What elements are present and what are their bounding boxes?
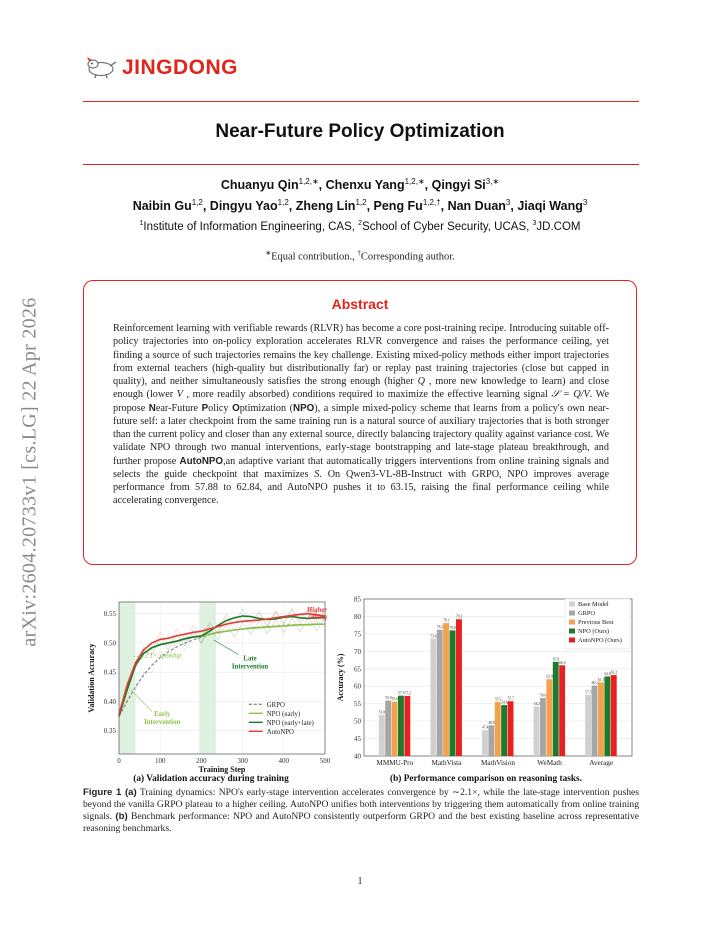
y-tick-label: 0.40 bbox=[103, 697, 116, 706]
header-rule-bottom bbox=[83, 164, 639, 165]
subcaption-b: (b) Performance comparison on reasoning tasks. bbox=[390, 774, 582, 784]
y-tick-label: 0.45 bbox=[103, 668, 116, 677]
caption-run: Figure 1 bbox=[83, 787, 125, 798]
x-tick-label: MathVision bbox=[481, 759, 515, 767]
bar-value-label: 57.5 bbox=[585, 690, 592, 695]
abstract-run: S bbox=[314, 468, 320, 480]
early-intervention-label: Early bbox=[154, 711, 171, 718]
abstract-run: NPO bbox=[293, 402, 315, 414]
author: Chenxu Yang$^{1,2,∗}$, bbox=[325, 177, 432, 193]
bar-value-label: 48.8 bbox=[488, 720, 495, 725]
bar bbox=[598, 682, 604, 756]
bar-value-label: 60.2 bbox=[591, 681, 598, 686]
bar bbox=[488, 725, 494, 756]
abstract-run: O bbox=[232, 402, 240, 414]
legend-label: Base Model bbox=[578, 601, 609, 608]
abstract-run: . We propose bbox=[113, 389, 610, 414]
y-tick-label: 0.50 bbox=[103, 639, 116, 648]
bar bbox=[437, 630, 443, 756]
author: Peng $Fu^{1,2,\dagger}$, bbox=[373, 198, 448, 214]
y-axis-label: Accuracy (%) bbox=[336, 653, 345, 702]
author-line-1 bbox=[0, 177, 720, 192]
header-rule-top bbox=[83, 101, 639, 102]
bar bbox=[430, 639, 436, 756]
bar-value-label: 78.1 bbox=[443, 618, 450, 623]
late-arrow bbox=[214, 640, 239, 655]
bar bbox=[585, 695, 591, 756]
x-axis-label: Training Step bbox=[198, 765, 246, 774]
bar-value-label: 79.2 bbox=[456, 614, 463, 619]
abstract-run: ptimization ( bbox=[239, 402, 294, 414]
bar-value-label: 61.1 bbox=[598, 677, 605, 682]
legend-label: AutoNPO bbox=[266, 728, 294, 736]
x-tick-label: 0 bbox=[117, 757, 121, 765]
bar bbox=[392, 702, 398, 756]
y-tick-label: 0.35 bbox=[103, 727, 116, 736]
bar bbox=[611, 675, 617, 756]
bar-value-label: 63.2 bbox=[610, 670, 618, 675]
bar-value-label: 67.0 bbox=[552, 657, 560, 662]
logo-text: JINGDONG bbox=[122, 56, 239, 79]
bar-value-label: 57.2 bbox=[404, 691, 411, 696]
page-number: 1 bbox=[357, 876, 363, 887]
x-tick-label: Average bbox=[589, 759, 614, 767]
abstract-run: ear-Future bbox=[155, 402, 202, 414]
bar-value-label: 66.0 bbox=[559, 660, 566, 665]
legend-swatch bbox=[569, 602, 575, 607]
y-tick-label: 0.55 bbox=[103, 610, 116, 619]
abstract-run: ,an adaptive variant that automatically triggers interventions from online training signals and selects the guide checkpoint that maximizes bbox=[113, 455, 609, 480]
series-line bbox=[119, 614, 325, 715]
contribution-note: ∗Equal contribution., †Corresponding author. bbox=[265, 249, 455, 263]
y-tick-label: 45 bbox=[354, 735, 361, 744]
bar bbox=[559, 665, 565, 756]
abstract-run: N bbox=[148, 402, 156, 414]
bar bbox=[450, 630, 456, 756]
bar bbox=[379, 715, 385, 756]
author: Dingyu Yao$^{1,2}$, bbox=[209, 198, 296, 214]
legend-label: NPO (early+late) bbox=[266, 719, 314, 727]
legend-label: NPO (early) bbox=[266, 710, 301, 718]
abstract-run: AutoNPO bbox=[179, 455, 224, 467]
legend-label: Previous Best bbox=[578, 619, 614, 626]
legend-label: GRPO bbox=[578, 610, 596, 617]
bar bbox=[592, 686, 598, 756]
bar-value-label: 56.6 bbox=[540, 693, 547, 698]
bar-value-label: 54.2 bbox=[533, 701, 540, 706]
bar-value-label: 55.9 bbox=[385, 696, 392, 701]
intervention-region bbox=[199, 602, 215, 754]
author: Naibin Gu$^{1,2}$, bbox=[132, 198, 210, 214]
bar-value-label: 54.6 bbox=[501, 700, 508, 705]
early-intervention-label: Intervention bbox=[144, 719, 181, 726]
legend-swatch bbox=[569, 611, 575, 616]
jd-dog-icon bbox=[84, 57, 118, 79]
x-tick-label: 400 bbox=[278, 757, 290, 765]
x-tick-label: MathVista bbox=[431, 759, 462, 767]
bar bbox=[482, 730, 488, 756]
series-line bbox=[119, 624, 325, 716]
figure-benchmark-bars bbox=[336, 596, 636, 774]
affiliations: $^1$Institute of Information Engineering, CAS, $^2$School of Cyber Security, UCAS, $^3$JD.COM bbox=[139, 220, 581, 233]
bar bbox=[546, 679, 552, 756]
caption-run: Benchmark performance: NPO and AutoNPO consistently outperform GRPO and the best existing baseline across representative reasoning benchmarks. bbox=[83, 811, 639, 834]
x-tick-label: MMMU-Pro bbox=[376, 759, 414, 767]
caption-run: (b) bbox=[115, 811, 128, 822]
legend-label: NPO (Ours) bbox=[578, 628, 610, 635]
bar-value-label: 55.5 bbox=[494, 697, 502, 702]
x-tick-label: 200 bbox=[196, 757, 207, 765]
bar-chart bbox=[336, 596, 636, 774]
subcaption-a: (a) Validation accuracy during training bbox=[133, 774, 289, 784]
author: Zheng Lin$^{1,2}$, bbox=[295, 198, 374, 214]
higher-ceiling-label: Higher bbox=[306, 606, 327, 614]
figure-validation-accuracy bbox=[86, 596, 336, 774]
paper-title: Near-Future Policy Optimization bbox=[215, 121, 505, 142]
bar-value-label: 73.6 bbox=[430, 634, 437, 639]
late-intervention-label: Intervention bbox=[231, 663, 269, 671]
abstract-run: ), a simple mixed-policy scheme that learns from a policy's own near-future self: a later checkpoint from the same training run is a natural source of auxiliary trajectories that is both stronger than the current policy and closer than any external source, directly balancing trajectory quality against variance cost. We validate NPO through two manual interventions, early-stage bootstrapping and late-stage plateau breakthrough, and further propose bbox=[113, 402, 609, 467]
bar bbox=[534, 706, 540, 756]
bar-value-label: 62.8 bbox=[604, 671, 611, 676]
y-tick-label: 80 bbox=[354, 612, 361, 621]
bar bbox=[540, 698, 546, 756]
abstract-run: olicy bbox=[208, 402, 233, 414]
bar-value-label: 55.6 bbox=[391, 697, 398, 702]
author: Nan Duan$^3$, bbox=[447, 198, 518, 214]
abstract-heading: Abstract bbox=[331, 296, 389, 312]
bar-value-label: 76.2 bbox=[436, 625, 444, 630]
abstract-run: P bbox=[201, 402, 209, 414]
bar-value-label: 55.7 bbox=[507, 696, 514, 701]
author: Qingyi $Si^{3,∗}$ bbox=[431, 177, 500, 193]
y-tick-label: 60 bbox=[354, 682, 361, 691]
x-tick-label: 300 bbox=[237, 757, 248, 765]
bar bbox=[404, 696, 410, 756]
intervention-region bbox=[119, 602, 135, 754]
y-tick-label: 75 bbox=[354, 630, 361, 639]
legend-label: AutoNPO (Ours) bbox=[578, 637, 622, 644]
arxiv-id-text: arXiv:2604.20733v1 [cs.LG] 22 Apr 2026 bbox=[18, 297, 41, 647]
abstract-text bbox=[113, 322, 609, 508]
legend-swatch bbox=[569, 638, 575, 643]
line-chart bbox=[86, 596, 336, 774]
legend-label: GRPO bbox=[266, 701, 285, 709]
bar bbox=[398, 696, 404, 756]
bar bbox=[495, 702, 501, 756]
speedup-annotation: 2.1× speedup bbox=[144, 652, 182, 660]
y-tick-label: 70 bbox=[354, 647, 361, 656]
late-intervention-label: Late bbox=[243, 655, 257, 663]
arxiv-identifier bbox=[8, 262, 52, 682]
y-tick-label: 85 bbox=[354, 596, 361, 604]
y-axis-label: Validation Accuracy bbox=[87, 643, 96, 713]
x-tick-label: WeMath bbox=[537, 759, 562, 767]
abstract-run: Reinforcement learning with verifiable rewards (RLVR) has become a core post-training recipe. Introducing suitable off-policy trajectories into on-policy exploration accelerates RLVR convergence and raises the performance ceiling, yet finding a source of such trajectories remains the key challenge. Existing mixed-policy methods either import trajectories from external teachers (high-quality but distributionally far) or replay past training trajectories (close but capped in quality), and neither simultaneously satisfies the strong enough (higher bbox=[113, 323, 609, 387]
y-tick-label: 65 bbox=[354, 665, 361, 674]
y-tick-label: 40 bbox=[354, 752, 361, 761]
x-tick-label: 100 bbox=[154, 757, 166, 765]
abstract-run: Q bbox=[417, 376, 425, 387]
bar bbox=[501, 705, 507, 756]
author: Chuanyu Qin$^{1,2,∗}$, bbox=[220, 177, 326, 193]
y-tick-label: 55 bbox=[354, 700, 361, 709]
higher-ceiling-label: ceiling bbox=[308, 613, 327, 621]
bar bbox=[385, 701, 391, 756]
bar bbox=[508, 701, 514, 756]
bar-value-label: 62.0 bbox=[546, 674, 553, 679]
x-tick-label: 500 bbox=[319, 757, 331, 765]
caption-run: (a) bbox=[124, 787, 137, 798]
author-line-2 bbox=[0, 198, 720, 213]
bar bbox=[553, 662, 559, 756]
legend-swatch bbox=[569, 629, 575, 634]
abstract-run: . On Qwen3-VL-8B-Instruct with GRPO, NPO improves average performance from 57.88 to 62.84, and AutoNPO pushes it to 63.15, raising the final performance ceiling while accelerating convergence. bbox=[113, 468, 610, 507]
jingdong-logo bbox=[84, 56, 238, 80]
abstract-run: , more readily absorbed) conditions required to maximize the effective learning signal bbox=[182, 389, 552, 401]
series-line bbox=[119, 624, 325, 716]
bar-value-label: 76.0 bbox=[449, 625, 456, 630]
bar bbox=[604, 676, 610, 756]
y-tick-label: 50 bbox=[354, 717, 361, 726]
author: Jiaqi Wang$^3$ bbox=[517, 198, 588, 214]
bar-value-label: 57.3 bbox=[398, 691, 405, 696]
caption-run: Training dynamics: NPO's early-stage intervention accelerates convergence by ∼2.1×, while the late-stage intervention pushes beyond the vanilla GRPO plateau to a higher ceiling. AutoNPO unifies both interventions by triggering them automatically from online training signals. bbox=[83, 787, 640, 822]
abstract-run: 𝒮 = Q/V bbox=[551, 389, 590, 401]
legend-swatch bbox=[569, 620, 575, 625]
abstract-run: V bbox=[176, 389, 183, 401]
bar-value-label: 47.4 bbox=[482, 725, 489, 730]
abstract-run: , more new knowledge to learn) and close enough (lower bbox=[113, 376, 609, 401]
bar bbox=[443, 623, 449, 756]
bar bbox=[456, 619, 462, 756]
bar-value-label: 51.8 bbox=[378, 710, 386, 715]
figure-caption bbox=[83, 787, 639, 835]
